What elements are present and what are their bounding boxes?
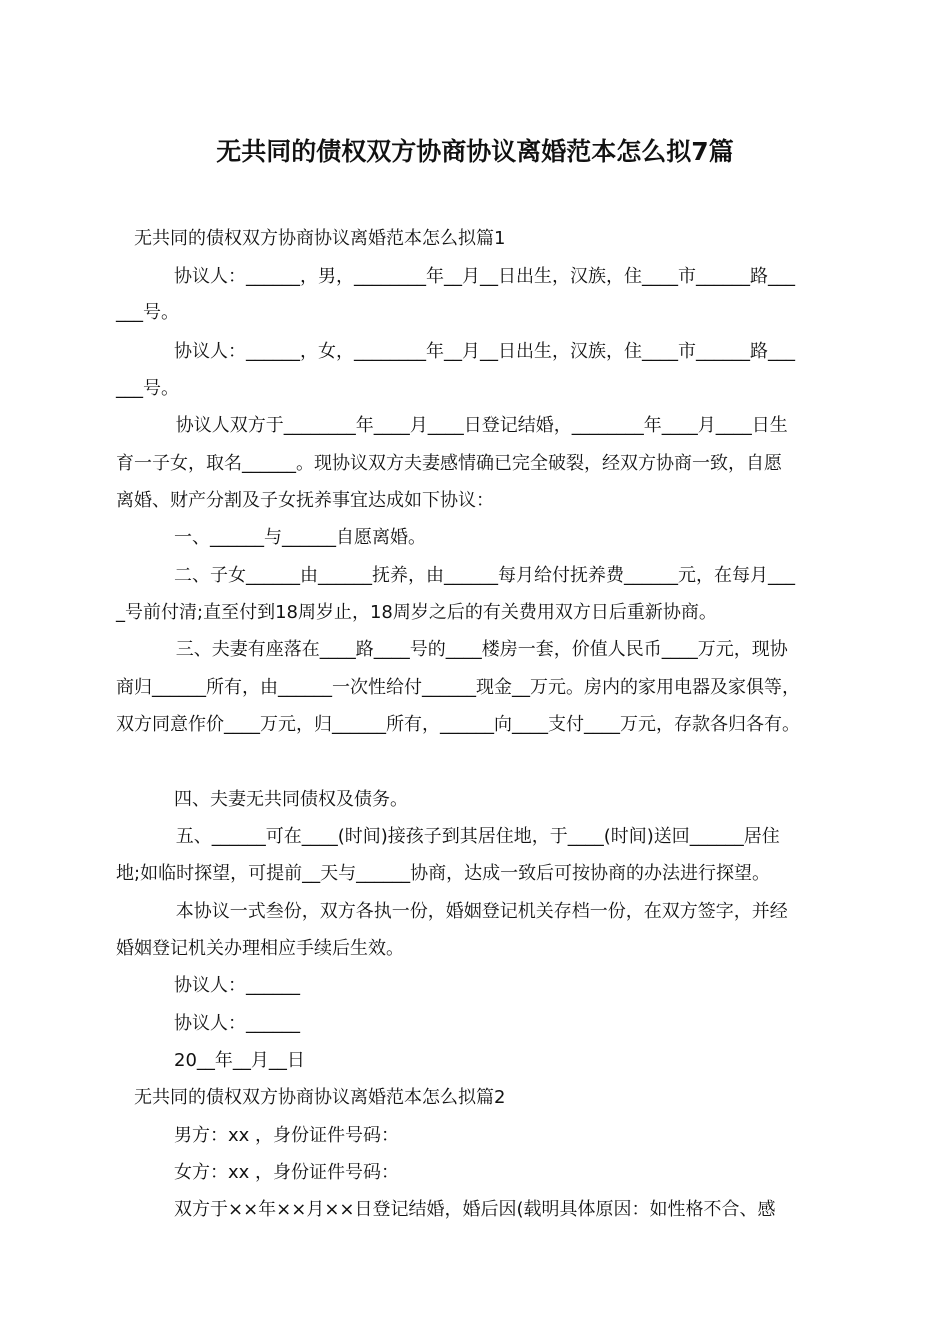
paragraph-line: 五、______可在____(时间)接孩子到其居住地，于____(时间)送回______居住: [170, 826, 780, 847]
section-heading-1: 无共同的债权双方协商协议离婚范本怎么拟篇1: [134, 228, 506, 249]
paragraph-line: ___号。: [116, 302, 179, 323]
paragraph-line: 婚姻登记机关办理相应手续后生效。: [116, 938, 404, 959]
paragraph-line: 离婚、财产分割及子女抚养事宜达成如下协议：: [116, 490, 494, 511]
signature-line: 协议人：______: [174, 975, 300, 996]
paragraph-line: 一、______与______自愿离婚。: [174, 527, 426, 548]
paragraph-line: 协议人双方于________年____月____日登记结婚，________年____月____日生: [170, 415, 788, 436]
paragraph-line: 双方于××年××月××日登记结婚，婚后因(载明具体原因：如性格不合、感: [174, 1199, 776, 1220]
paragraph-line: 女方：xx ，身份证件号码：: [174, 1162, 400, 1183]
paragraph-line: 协议人：______，女，________年__月__日出生，汉族，住____市______路___: [174, 341, 795, 362]
section-heading-2: 无共同的债权双方协商协议离婚范本怎么拟篇2: [134, 1087, 506, 1108]
paragraph-line: 商归______所有，由______一次性给付______现金__万元。房内的家用电器及家俱等，: [116, 677, 800, 698]
paragraph-line: ___号。: [116, 378, 179, 399]
document-title: 无共同的债权双方协商协议离婚范本怎么拟7篇: [216, 137, 734, 166]
paragraph-line: _号前付清;直至付到18周岁止，18周岁之后的有关费用双方日后重新协商。: [116, 602, 717, 623]
paragraph-line: 地;如临时探望，可提前__天与______协商，达成一致后可按协商的办法进行探望。: [116, 863, 771, 884]
paragraph-line: 育一子女，取名______。现协议双方夫妻感情确已完全破裂，经双方协商一致，自愿: [116, 453, 782, 474]
paragraph-line: 二、子女______由______抚养，由______每月给付抚养费______元，在每月___: [174, 565, 795, 586]
paragraph-line: 本协议一式叁份，双方各执一份，婚姻登记机关存档一份，在双方签字，并经: [170, 901, 788, 922]
paragraph-line: 男方：xx ，身份证件号码：: [174, 1125, 400, 1146]
signature-line: 协议人：______: [174, 1013, 300, 1034]
paragraph-line: 双方同意作价____万元，归______所有，______向____支付____万元，存款各归各有。: [116, 714, 800, 735]
paragraph-line: 四、夫妻无共同债权及债务。: [174, 789, 408, 810]
paragraph-line: 三、夫妻有座落在____路____号的____楼房一套，价值人民币____万元，现协: [170, 639, 788, 660]
date-line: 20__年__月__日: [174, 1050, 305, 1071]
paragraph-line: 协议人：______，男，________年__月__日出生，汉族，住____市______路___: [174, 266, 795, 287]
